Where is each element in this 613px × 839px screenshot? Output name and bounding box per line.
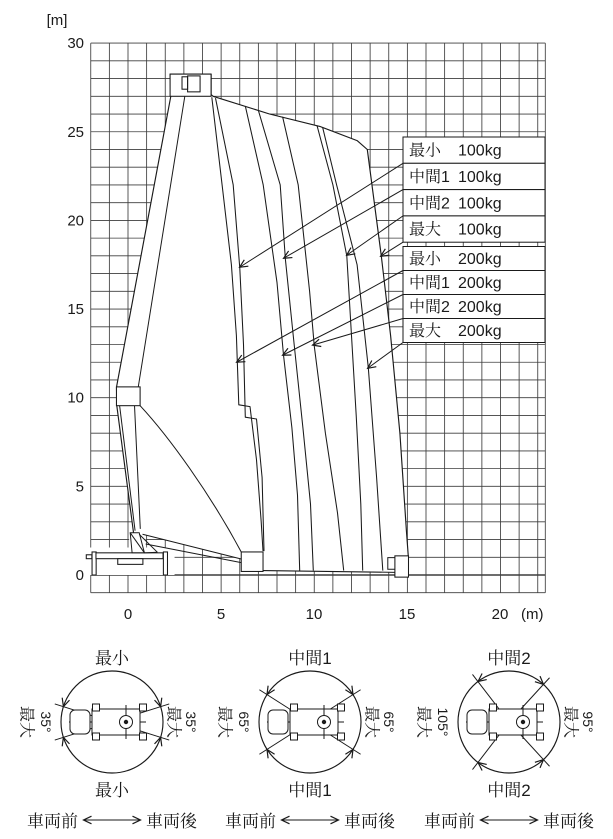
outrigger-pad (291, 733, 298, 740)
truck-frame (118, 559, 143, 565)
rotation-left-angle: 35° (38, 711, 55, 733)
rotation-hub-dot (322, 720, 326, 724)
x-tick: 15 (398, 606, 416, 623)
x-tick: 0 (123, 606, 133, 623)
outrigger-pad (93, 704, 100, 711)
outrigger-pad (490, 704, 497, 711)
legend (403, 137, 545, 343)
truck-bed (96, 553, 163, 559)
truck-top-cab (467, 710, 487, 734)
outrigger-pad (537, 733, 544, 740)
y-tick: 20 (67, 212, 84, 230)
legend-item-name: 中間1 (409, 275, 450, 292)
x-axis-unit: (m) (521, 606, 544, 623)
legend-item-name: 最小 (409, 142, 442, 160)
outrigger-pad (93, 733, 100, 740)
rotation-left-max-label: 最大 (17, 705, 35, 739)
rotation-right-max-label: 最大 (561, 705, 579, 739)
rotation-right-max-label: 最大 (362, 705, 380, 739)
rotation-diagram (458, 671, 560, 773)
rotation-left-max-label: 最大 (215, 705, 233, 739)
outrigger-pad (140, 704, 147, 711)
rotation-left-max-label: 最大 (414, 705, 432, 739)
legend-item-name: 中間2 (409, 299, 450, 316)
rotation-left-angle: 105° (435, 707, 452, 737)
truck-bumper (86, 555, 92, 559)
outrigger-pad (490, 733, 497, 740)
rotation-hub-dot (124, 720, 128, 724)
rotation-right-angle: 35° (183, 711, 200, 733)
outrigger-pad (338, 704, 345, 711)
rotation-right-angle: 95° (580, 711, 597, 733)
y-tick: 0 (75, 567, 84, 584)
rotation-title-bottom: 中間1 (288, 781, 332, 800)
legend-item-name: 中間2 (409, 195, 450, 213)
legend-item-load: 100kg (458, 142, 502, 160)
legend-item-load: 200kg (458, 299, 502, 316)
rotation-title-bottom: 最小 (95, 781, 129, 800)
legend-item-name: 中間1 (409, 169, 450, 186)
truck-top-cab (268, 710, 288, 734)
vehicle-front-label: 車両前 (27, 812, 78, 831)
y-tick: 5 (75, 478, 84, 496)
rotation-title-top: 中間1 (288, 649, 332, 668)
legend-item (403, 319, 545, 343)
legend-item (403, 163, 545, 189)
vehicle-front-label: 車両前 (225, 812, 276, 831)
y-tick: 10 (67, 389, 84, 407)
legend-item-load: 100kg (458, 195, 502, 213)
legend-item (403, 271, 545, 295)
pivot-arm-2 (144, 552, 157, 553)
rotation-diagram (259, 671, 361, 773)
y-tick: 15 (67, 301, 84, 318)
truck-outrigger-right (163, 552, 167, 575)
rotation-left-angle: 65° (236, 711, 253, 733)
y-axis-unit: [m] (46, 12, 68, 29)
rotation-title-top: 最小 (95, 649, 129, 668)
legend-item (403, 137, 545, 163)
outrigger-pad (291, 704, 298, 711)
leader-arrow (381, 242, 403, 256)
y-axis-ticks (67, 35, 84, 584)
legend-item (403, 295, 545, 319)
rotation-title-bottom: 中間2 (487, 781, 531, 800)
legend-item-load: 100kg (458, 169, 502, 186)
legend-item-load: 200kg (458, 275, 502, 292)
legend-item-load: 100kg (458, 221, 502, 239)
rotation-title-top: 中間2 (487, 649, 531, 668)
legend-item-name: 最大 (409, 221, 442, 239)
basket-bottom-middle (241, 552, 263, 572)
vehicle-rear-label: 車両後 (543, 812, 594, 831)
vehicle-front-label: 車両前 (424, 812, 475, 831)
rotation-right-angle: 65° (381, 711, 398, 733)
y-tick: 30 (67, 35, 84, 52)
x-tick: 10 (305, 606, 323, 623)
x-tick: 5 (216, 606, 226, 623)
outrigger-pad (338, 733, 345, 740)
vehicle-rear-label: 車両後 (146, 812, 197, 831)
outrigger-pad (140, 733, 147, 740)
legend-item-name: 最大 (409, 323, 442, 340)
vehicle-rear-label: 車両後 (344, 812, 395, 831)
rotation-right-max-label: 最大 (164, 705, 182, 739)
legend-item (403, 190, 545, 216)
x-axis-ticks (124, 606, 509, 623)
rotation-hub-dot (521, 720, 525, 724)
x-tick: 20 (491, 606, 509, 623)
basket-left (116, 387, 140, 406)
rotation-diagram (55, 671, 169, 773)
truck-top-cab (70, 710, 90, 734)
legend-item-name: 最小 (409, 251, 442, 268)
outrigger-pad (537, 704, 544, 711)
rotation-diagram-labels (17, 649, 596, 831)
legend-item (403, 247, 545, 271)
basket-bottom-right (395, 556, 409, 577)
legend-item (403, 216, 545, 242)
legend-item-load: 200kg (458, 323, 502, 340)
legend-item-load: 200kg (458, 251, 502, 268)
basket-top (170, 74, 211, 96)
y-tick: 25 (67, 123, 84, 141)
